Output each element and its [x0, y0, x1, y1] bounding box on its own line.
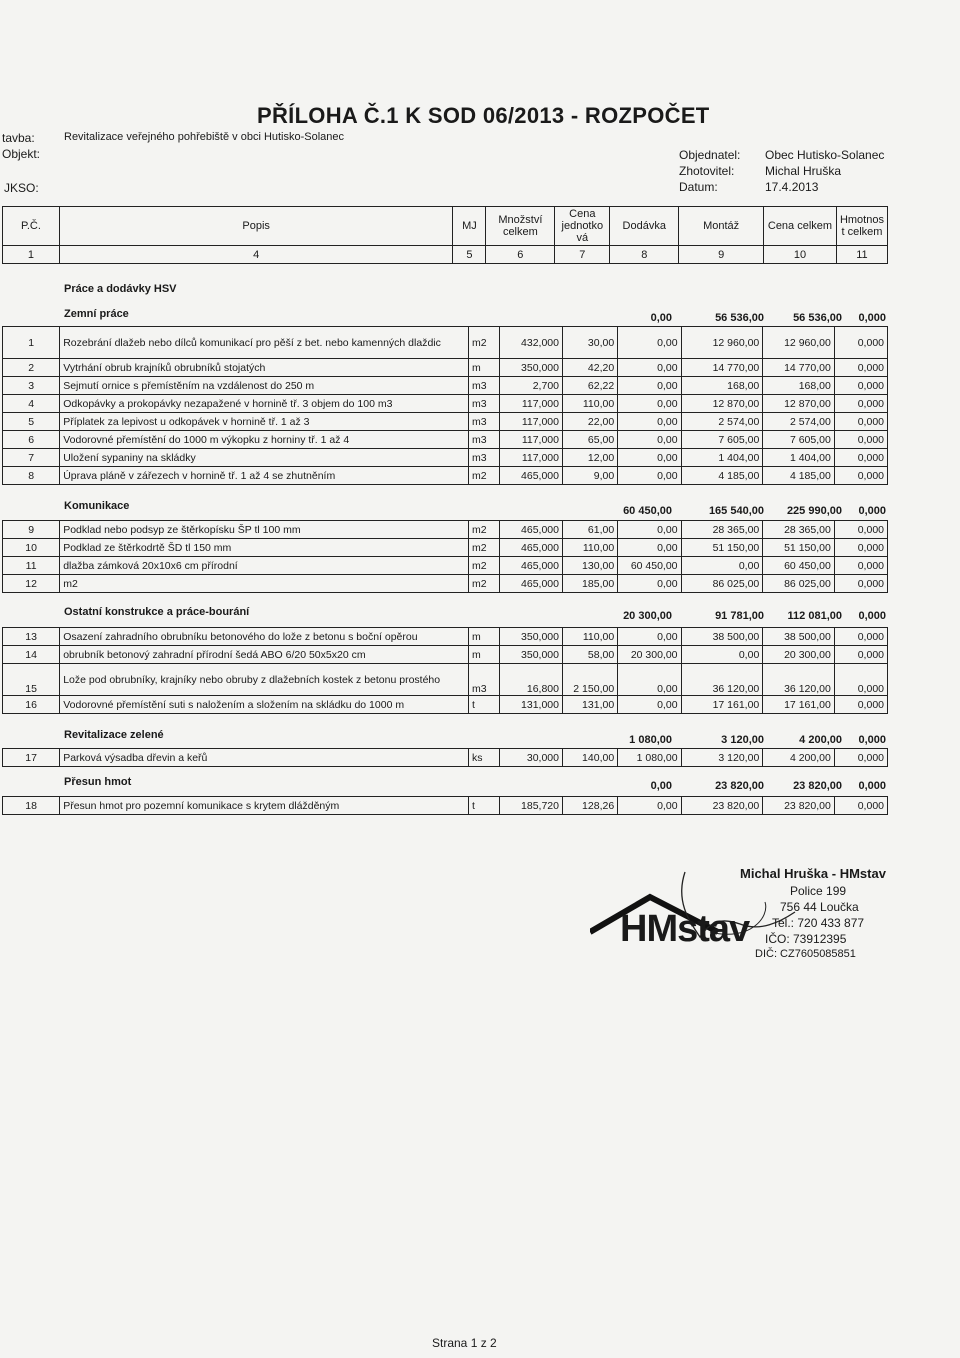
- row-hmotnost: 0,000: [834, 413, 887, 431]
- row-mnozstvi: 465,000: [499, 467, 562, 485]
- section-dodavka: 1 080,00: [629, 734, 672, 746]
- stamp-line3: Tel.: 720 433 877: [772, 916, 865, 930]
- col-dodavka: Dodávka: [610, 207, 679, 246]
- section-dodavka: 60 450,00: [623, 505, 672, 517]
- row-mnozstvi: 30,000: [499, 749, 562, 767]
- section-celkem: 112 081,00: [787, 610, 842, 622]
- document-title: PŘÍLOHA Č.1 K SOD 06/2013 - ROZPOČET: [257, 103, 710, 128]
- stamp-name: Michal Hruška - HMstav: [740, 866, 886, 881]
- table-row: [3, 646, 888, 664]
- row-pc: 12: [3, 575, 60, 593]
- row-mj: m2: [468, 539, 499, 557]
- row-celkem: 38 500,00: [763, 628, 835, 646]
- section-title: Revitalizace zelené: [64, 729, 164, 741]
- row-montaz: 3 120,00: [681, 749, 763, 767]
- row-pc: 10: [3, 539, 60, 557]
- table-row: [3, 377, 888, 395]
- colnum: 8: [610, 246, 679, 264]
- section-dodavka: 20 300,00: [623, 610, 672, 622]
- company-stamp: [590, 862, 890, 972]
- row-hmotnost: 0,000: [834, 646, 887, 664]
- row-montaz: 0,00: [681, 646, 763, 664]
- col-pc: P.Č.: [3, 207, 60, 246]
- stamp-logo: HMstav: [620, 908, 750, 950]
- section-montaz: 23 820,00: [715, 780, 764, 792]
- row-celkem: 7 605,00: [763, 431, 835, 449]
- objednatel-label: Objednatel:: [679, 148, 741, 162]
- colnum: 11: [836, 246, 887, 264]
- row-celkem: 2 574,00: [763, 413, 835, 431]
- row-dodavka: 0,00: [618, 467, 681, 485]
- row-celkem: 51 150,00: [763, 539, 835, 557]
- row-mj: m3: [468, 664, 499, 696]
- section-celkem: 23 820,00: [793, 780, 842, 792]
- row-mnozstvi: 131,000: [499, 696, 562, 714]
- row-cena-jed: 110,00: [563, 539, 618, 557]
- row-mj: t: [468, 696, 499, 714]
- row-hmotnost: 0,000: [834, 557, 887, 575]
- row-mj: m3: [468, 449, 499, 467]
- row-popis: Podklad ze štěrkodrtě ŠD tl 150 mm: [60, 539, 469, 557]
- row-hmotnost: 0,000: [834, 575, 887, 593]
- row-mnozstvi: 350,000: [499, 359, 562, 377]
- row-cena-jed: 22,00: [563, 413, 618, 431]
- row-cena-jed: 131,00: [563, 696, 618, 714]
- table-row: [3, 327, 888, 359]
- row-celkem: 23 820,00: [763, 797, 835, 815]
- row-hmotnost: 0,000: [834, 377, 887, 395]
- row-mnozstvi: 350,000: [499, 646, 562, 664]
- row-pc: 15: [3, 664, 60, 696]
- row-montaz: 7 605,00: [681, 431, 763, 449]
- section-celkem: 225 990,00: [786, 505, 842, 517]
- row-montaz: 28 365,00: [681, 521, 763, 539]
- table-row: [3, 449, 888, 467]
- datum-label: Datum:: [679, 180, 718, 194]
- row-cena-jed: 185,00: [563, 575, 618, 593]
- row-popis: Sejmutí ornice s přemístěním na vzdálenost do 250 m: [60, 377, 469, 395]
- row-montaz: 168,00: [681, 377, 763, 395]
- row-cena-jed: 110,00: [563, 395, 618, 413]
- row-mj: m2: [468, 467, 499, 485]
- row-montaz: 17 161,00: [681, 696, 763, 714]
- col-montaz: Montáž: [679, 207, 764, 246]
- col-mj: MJ: [453, 207, 486, 246]
- row-celkem: 17 161,00: [763, 696, 835, 714]
- row-hmotnost: 0,000: [834, 521, 887, 539]
- row-pc: 8: [3, 467, 60, 485]
- row-celkem: 4 200,00: [763, 749, 835, 767]
- row-dodavka: 0,00: [618, 395, 681, 413]
- row-mnozstvi: 117,000: [499, 395, 562, 413]
- row-dodavka: 0,00: [618, 696, 681, 714]
- row-montaz: 36 120,00: [681, 664, 763, 696]
- row-popis: Vodorovné přemístění do 1000 m výkopku z horniny tř. 1 až 4: [60, 431, 469, 449]
- row-mnozstvi: 432,000: [499, 327, 562, 359]
- row-celkem: 168,00: [763, 377, 835, 395]
- row-popis: Uložení sypaniny na skládky: [60, 449, 469, 467]
- table-row: [3, 431, 888, 449]
- row-pc: 16: [3, 696, 60, 714]
- row-hmotnost: 0,000: [834, 749, 887, 767]
- stavba-value: Revitalizace veřejného pohřebiště v obci Hutisko-Solanec: [64, 131, 345, 143]
- table-row: [3, 359, 888, 377]
- row-popis: Vodorovné přemístění suti s naložením a složením na skládku do 1000 m: [60, 696, 469, 714]
- row-cena-jed: 130,00: [563, 557, 618, 575]
- section-hmotnost: 0,000: [858, 505, 886, 517]
- row-popis: Lože pod obrubníky, krajníky nebo obruby z dlažebních kostek z betonu prostého: [60, 664, 469, 696]
- row-celkem: 86 025,00: [763, 575, 835, 593]
- row-pc: 18: [3, 797, 60, 815]
- row-dodavka: 0,00: [618, 521, 681, 539]
- table-row: [3, 797, 888, 815]
- section-hmotnost: 0,000: [858, 780, 886, 792]
- row-dodavka: 0,00: [618, 327, 681, 359]
- row-cena-jed: 9,00: [563, 467, 618, 485]
- row-hmotnost: 0,000: [834, 395, 887, 413]
- col-cena-jed: Cena jednotko vá: [555, 207, 610, 246]
- row-dodavka: 0,00: [618, 449, 681, 467]
- row-montaz: 86 025,00: [681, 575, 763, 593]
- row-popis: Podklad nebo podsyp ze štěrkopísku ŠP tl 100 mm: [60, 521, 469, 539]
- row-mj: m3: [468, 377, 499, 395]
- row-montaz: 12 870,00: [681, 395, 763, 413]
- row-pc: 9: [3, 521, 60, 539]
- row-mnozstvi: 117,000: [499, 449, 562, 467]
- row-hmotnost: 0,000: [834, 359, 887, 377]
- objednatel-value: Obec Hutisko-Solanec: [765, 148, 885, 162]
- row-popis: m2: [60, 575, 469, 593]
- section-title: Komunikace: [64, 500, 130, 512]
- col-mnozstvi: Množství celkem: [486, 207, 555, 246]
- items-table-zemni: [2, 326, 888, 485]
- row-mj: m2: [468, 521, 499, 539]
- objekt-label: Objekt:: [2, 147, 41, 161]
- row-celkem: 28 365,00: [763, 521, 835, 539]
- colnum: 9: [679, 246, 764, 264]
- col-popis: Popis: [59, 207, 453, 246]
- items-table-ostatni: [2, 627, 888, 714]
- row-cena-jed: 61,00: [563, 521, 618, 539]
- row-celkem: 14 770,00: [763, 359, 835, 377]
- row-mj: t: [468, 797, 499, 815]
- col-cena-celkem: Cena celkem: [764, 207, 837, 246]
- items-table-zelen: [2, 748, 888, 767]
- row-dodavka: 0,00: [618, 628, 681, 646]
- row-pc: 4: [3, 395, 60, 413]
- row-pc: 1: [3, 327, 60, 359]
- row-mnozstvi: 185,720: [499, 797, 562, 815]
- row-mj: m: [468, 646, 499, 664]
- row-mj: m3: [468, 431, 499, 449]
- items-table-komunikace: [2, 520, 888, 593]
- row-mnozstvi: 465,000: [499, 539, 562, 557]
- row-hmotnost: 0,000: [834, 327, 887, 359]
- row-montaz: 1 404,00: [681, 449, 763, 467]
- row-mj: ks: [468, 749, 499, 767]
- row-cena-jed: 128,26: [563, 797, 618, 815]
- row-celkem: 12 870,00: [763, 395, 835, 413]
- row-celkem: 12 960,00: [763, 327, 835, 359]
- section-celkem: 4 200,00: [799, 734, 842, 746]
- row-dodavka: 0,00: [618, 359, 681, 377]
- table-row: [3, 628, 888, 646]
- row-cena-jed: 62,22: [563, 377, 618, 395]
- row-dodavka: 0,00: [618, 431, 681, 449]
- jkso-label: JKSO:: [4, 181, 39, 195]
- row-mnozstvi: 465,000: [499, 557, 562, 575]
- row-cena-jed: 58,00: [563, 646, 618, 664]
- row-montaz: 23 820,00: [681, 797, 763, 815]
- row-hmotnost: 0,000: [834, 696, 887, 714]
- row-cena-jed: 110,00: [563, 628, 618, 646]
- col-hmotnost: Hmotnos t celkem: [836, 207, 887, 246]
- row-hmotnost: 0,000: [834, 628, 887, 646]
- row-mnozstvi: 465,000: [499, 521, 562, 539]
- row-dodavka: 1 080,00: [618, 749, 681, 767]
- section-dodavka: 0,00: [650, 312, 672, 324]
- row-hmotnost: 0,000: [834, 449, 887, 467]
- row-dodavka: 0,00: [618, 797, 681, 815]
- zhotovitel-label: Zhotovitel:: [679, 164, 735, 178]
- row-pc: 17: [3, 749, 60, 767]
- row-mj: m2: [468, 575, 499, 593]
- row-montaz: 2 574,00: [681, 413, 763, 431]
- row-dodavka: 0,00: [618, 664, 681, 696]
- row-pc: 11: [3, 557, 60, 575]
- row-cena-jed: 42,20: [563, 359, 618, 377]
- table-row: [3, 664, 888, 696]
- table-row: [3, 557, 888, 575]
- row-hmotnost: 0,000: [834, 431, 887, 449]
- row-pc: 6: [3, 431, 60, 449]
- row-cena-jed: 140,00: [563, 749, 618, 767]
- stamp-line5: DIČ: CZ7605085851: [755, 948, 856, 960]
- row-mj: m: [468, 359, 499, 377]
- row-dodavka: 60 450,00: [618, 557, 681, 575]
- row-montaz: 0,00: [681, 557, 763, 575]
- row-popis: Odkopávky a prokopávky nezapažené v hornině tř. 3 objem do 100 m3: [60, 395, 469, 413]
- row-hmotnost: 0,000: [834, 797, 887, 815]
- row-mnozstvi: 350,000: [499, 628, 562, 646]
- row-pc: 5: [3, 413, 60, 431]
- row-cena-jed: 65,00: [563, 431, 618, 449]
- table-row: [3, 413, 888, 431]
- section-celkem: 56 536,00: [793, 312, 842, 324]
- row-montaz: 14 770,00: [681, 359, 763, 377]
- section-montaz: 56 536,00: [715, 312, 764, 324]
- table-row: [3, 539, 888, 557]
- colnum: 10: [764, 246, 837, 264]
- section-hmotnost: 0,000: [858, 734, 886, 746]
- row-mnozstvi: 2,700: [499, 377, 562, 395]
- row-celkem: 1 404,00: [763, 449, 835, 467]
- row-cena-jed: 30,00: [563, 327, 618, 359]
- row-popis: Úprava pláně v zářezech v hornině tř. 1 až 4 se zhutněním: [60, 467, 469, 485]
- stamp-line4: IČO: 73912395: [765, 932, 847, 946]
- row-mj: m3: [468, 395, 499, 413]
- row-dodavka: 0,00: [618, 377, 681, 395]
- row-pc: 7: [3, 449, 60, 467]
- row-celkem: 20 300,00: [763, 646, 835, 664]
- row-popis: Vytrhání obrub krajníků obrubníků stojatých: [60, 359, 469, 377]
- zhotovitel-value: Michal Hruška: [765, 164, 842, 178]
- section-title: Zemní práce: [64, 308, 129, 320]
- row-mnozstvi: 117,000: [499, 431, 562, 449]
- colnum: 4: [59, 246, 453, 264]
- section-hmotnost: 0,000: [858, 312, 886, 324]
- row-hmotnost: 0,000: [834, 467, 887, 485]
- section-montaz: 91 781,00: [715, 610, 764, 622]
- row-cena-jed: 2 150,00: [563, 664, 618, 696]
- row-pc: 2: [3, 359, 60, 377]
- row-dodavka: 0,00: [618, 413, 681, 431]
- stavba-label: tavba:: [2, 131, 35, 145]
- row-popis: Rozebrání dlažeb nebo dílců komunikací pro pěší z bet. nebo kamenných dlaždic: [60, 327, 469, 359]
- row-mj: m3: [468, 413, 499, 431]
- row-mj: m2: [468, 557, 499, 575]
- row-celkem: 4 185,00: [763, 467, 835, 485]
- row-hmotnost: 0,000: [834, 664, 887, 696]
- row-popis: Osazení zahradního obrubníku betonového do lože z betonu s boční opěrou: [60, 628, 469, 646]
- items-table-presun: [2, 796, 888, 815]
- row-popis: obrubník betonový zahradní přírodní šedá ABO 6/20 50x5x20 cm: [60, 646, 469, 664]
- row-pc: 13: [3, 628, 60, 646]
- group-title: Práce a dodávky HSV: [64, 283, 177, 295]
- section-title: Ostatní konstrukce a práce-bourání: [64, 606, 250, 618]
- row-celkem: 36 120,00: [763, 664, 835, 696]
- row-popis: Parková výsadba dřevin a keřů: [60, 749, 469, 767]
- colnum: 5: [453, 246, 486, 264]
- table-row: [3, 467, 888, 485]
- row-montaz: 12 960,00: [681, 327, 763, 359]
- table-row: [3, 749, 888, 767]
- table-row: [3, 696, 888, 714]
- row-pc: 3: [3, 377, 60, 395]
- colnum: 7: [555, 246, 610, 264]
- row-celkem: 60 450,00: [763, 557, 835, 575]
- colnum: 6: [486, 246, 555, 264]
- row-dodavka: 0,00: [618, 539, 681, 557]
- row-popis: Příplatek za lepivost u odkopávek v hornině tř. 1 až 3: [60, 413, 469, 431]
- row-montaz: 51 150,00: [681, 539, 763, 557]
- row-popis: Přesun hmot pro pozemní komunikace s krytem dlážděným: [60, 797, 469, 815]
- datum-value: 17.4.2013: [765, 180, 819, 194]
- stamp-line2: 756 44 Loučka: [780, 900, 859, 914]
- row-dodavka: 20 300,00: [618, 646, 681, 664]
- column-header-table: [2, 206, 888, 264]
- row-hmotnost: 0,000: [834, 539, 887, 557]
- table-row: [3, 395, 888, 413]
- row-dodavka: 0,00: [618, 575, 681, 593]
- colnum: 1: [3, 246, 60, 264]
- row-popis: dlažba zámková 20x10x6 cm přírodní: [60, 557, 469, 575]
- row-cena-jed: 12,00: [563, 449, 618, 467]
- page-footer: Strana 1 z 2: [432, 1336, 497, 1350]
- table-row: [3, 521, 888, 539]
- section-dodavka: 0,00: [650, 780, 672, 792]
- row-mnozstvi: 465,000: [499, 575, 562, 593]
- section-montaz: 165 540,00: [708, 505, 764, 517]
- stamp-line1: Police 199: [790, 884, 847, 898]
- row-mnozstvi: 117,000: [499, 413, 562, 431]
- row-mj: m2: [468, 327, 499, 359]
- row-montaz: 38 500,00: [681, 628, 763, 646]
- row-mnozstvi: 16,800: [499, 664, 562, 696]
- section-title: Přesun hmot: [64, 776, 132, 788]
- section-montaz: 3 120,00: [721, 734, 764, 746]
- section-hmotnost: 0,000: [858, 610, 886, 622]
- row-mj: m: [468, 628, 499, 646]
- row-pc: 14: [3, 646, 60, 664]
- table-row: [3, 575, 888, 593]
- row-montaz: 4 185,00: [681, 467, 763, 485]
